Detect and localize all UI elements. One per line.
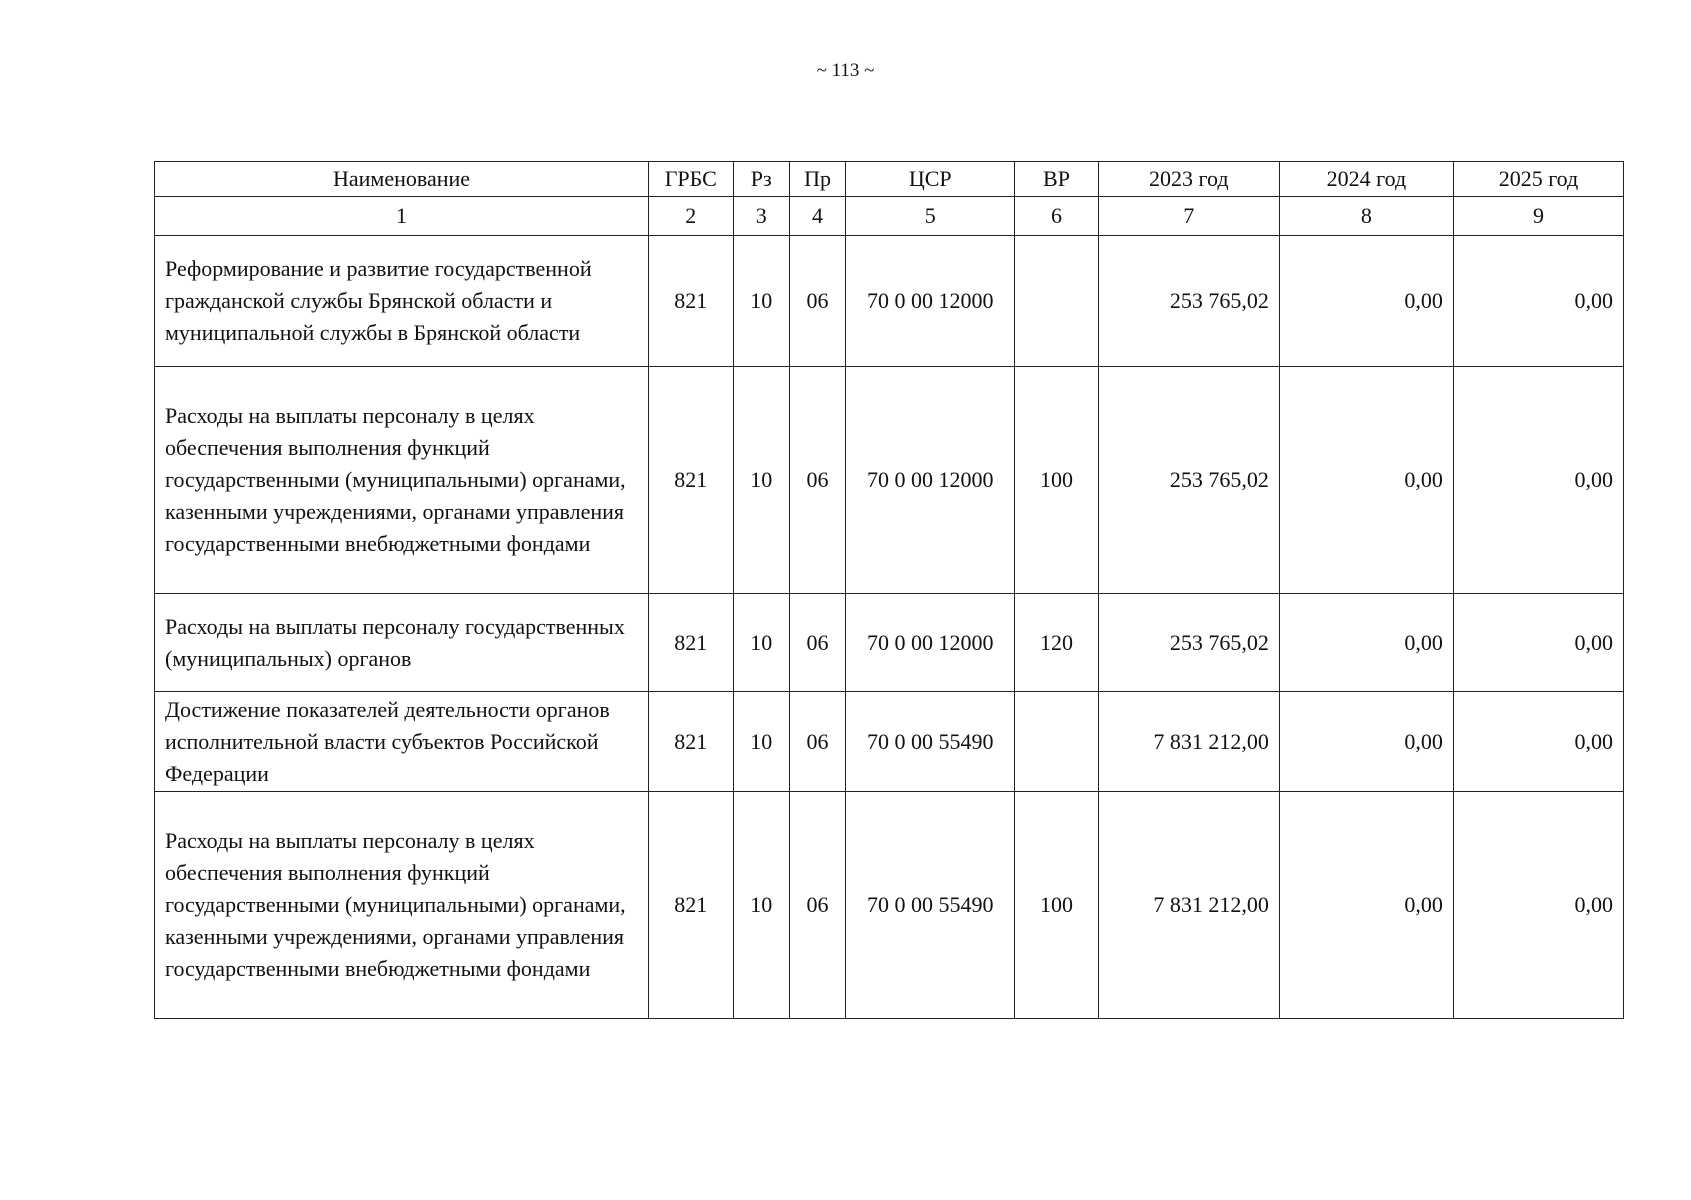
column-number: 6 [1015,197,1099,236]
row-pr: 06 [789,367,845,594]
row-vr [1015,236,1099,367]
row-vr [1015,692,1099,792]
row-2025: 0,00 [1453,792,1623,1019]
row-pr: 06 [789,236,845,367]
row-2025: 0,00 [1453,692,1623,792]
header-pr: Пр [789,162,845,197]
row-grbs: 821 [649,792,734,1019]
row-pr: 06 [789,594,845,692]
row-rz: 10 [733,367,789,594]
column-number: 8 [1279,197,1453,236]
table-row [155,594,1624,692]
row-2024: 0,00 [1279,792,1453,1019]
header-name: Наименование [155,162,649,197]
row-2024: 0,00 [1279,367,1453,594]
column-number: 4 [789,197,845,236]
row-2023: 253 765,02 [1098,367,1279,594]
row-csr: 70 0 00 55490 [846,692,1015,792]
row-2024: 0,00 [1279,692,1453,792]
row-vr: 100 [1015,367,1099,594]
row-rz: 10 [733,692,789,792]
column-number: 3 [733,197,789,236]
row-2023: 253 765,02 [1098,236,1279,367]
header-vr: ВР [1015,162,1099,197]
page-number: ~ 113 ~ [816,60,875,81]
row-vr: 120 [1015,594,1099,692]
row-name: Расходы на выплаты персоналу в целях обеспечения выполнения функций государственными (муниципальными) органами, казенными учреждениями, органами управления государственными внебюджетными фондами [155,367,649,594]
row-name: Расходы на выплаты персоналу в целях обеспечения выполнения функций государственными (муниципальными) органами, казенными учреждениями, органами управления государственными внебюджетными фондами [155,792,649,1019]
table-row [155,367,1624,594]
row-vr: 100 [1015,792,1099,1019]
table-row [155,692,1624,792]
header-rz: Рз [733,162,789,197]
column-number: 5 [846,197,1015,236]
header-row [155,162,1624,197]
row-csr: 70 0 00 12000 [846,236,1015,367]
column-number: 2 [649,197,734,236]
header-grbs: ГРБС [649,162,734,197]
table-row [155,236,1624,367]
header-2024: 2024 год [1279,162,1453,197]
header-csr: ЦСР [846,162,1015,197]
row-grbs: 821 [649,236,734,367]
row-2023: 7 831 212,00 [1098,792,1279,1019]
row-2024: 0,00 [1279,594,1453,692]
row-csr: 70 0 00 12000 [846,367,1015,594]
table-row [155,792,1624,1019]
row-rz: 10 [733,236,789,367]
row-pr: 06 [789,792,845,1019]
row-grbs: 821 [649,367,734,594]
row-2023: 253 765,02 [1098,594,1279,692]
row-grbs: 821 [649,594,734,692]
column-number-row [155,197,1624,236]
column-number: 7 [1098,197,1279,236]
header-2023: 2023 год [1098,162,1279,197]
column-number: 9 [1453,197,1623,236]
row-csr: 70 0 00 12000 [846,594,1015,692]
row-rz: 10 [733,792,789,1019]
row-name: Расходы на выплаты персоналу государственных (муниципальных) органов [155,594,649,692]
row-2024: 0,00 [1279,236,1453,367]
row-2025: 0,00 [1453,236,1623,367]
row-csr: 70 0 00 55490 [846,792,1015,1019]
budget-table [154,161,1624,1019]
row-name: Достижение показателей деятельности органов исполнительной власти субъектов Российской Федерации [155,692,649,792]
row-2025: 0,00 [1453,594,1623,692]
row-name: Реформирование и развитие государственной гражданской службы Брянской области и муниципальной службы в Брянской области [155,236,649,367]
row-2023: 7 831 212,00 [1098,692,1279,792]
row-2025: 0,00 [1453,367,1623,594]
column-number: 1 [155,197,649,236]
header-2025: 2025 год [1453,162,1623,197]
row-grbs: 821 [649,692,734,792]
row-rz: 10 [733,594,789,692]
row-pr: 06 [789,692,845,792]
